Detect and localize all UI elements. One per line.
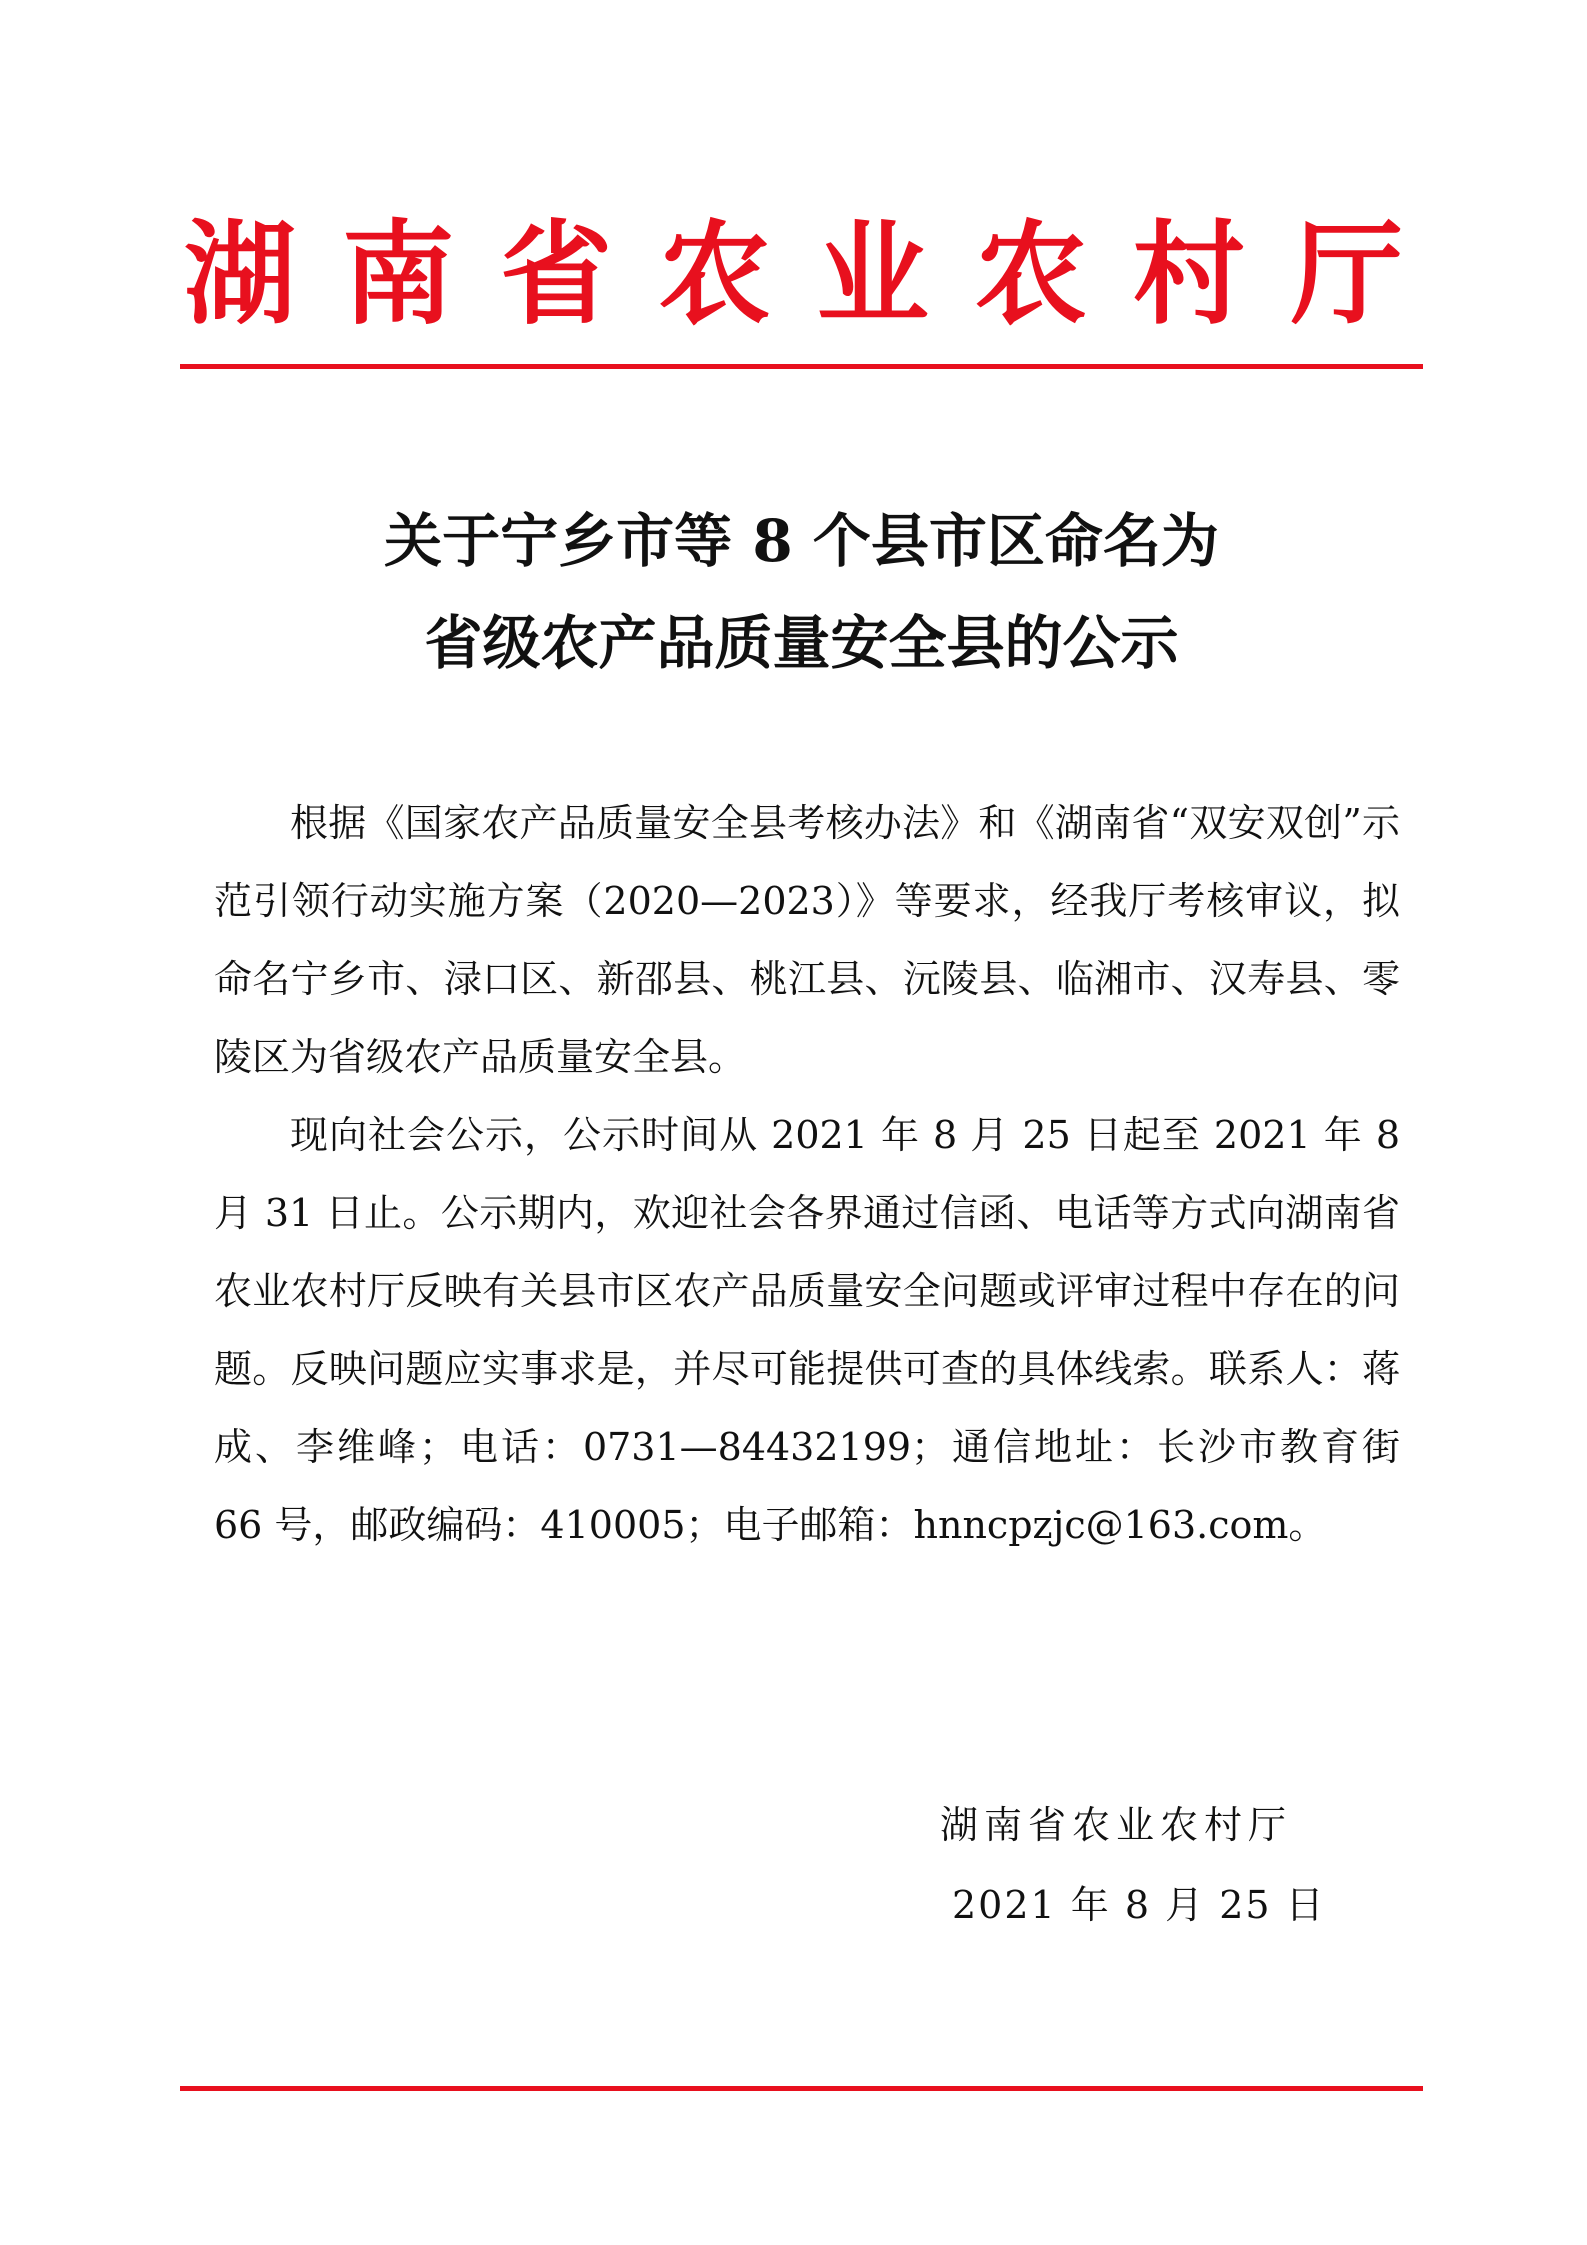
footer-red-rule: [180, 2086, 1423, 2091]
org-header-char: 湖: [184, 209, 296, 340]
org-header-char: 南: [342, 209, 455, 340]
document-title-line-1: 关于宁乡市等 8 个县市区命名为: [384, 507, 1219, 575]
header-red-rule: [180, 364, 1423, 369]
body-paragraph-1: 根据《国家农产品质量安全县考核办法》和《湖南省“双安双创”示范引领行动实施方案（2020—2023）》等要求，经我厅考核审议，拟命名宁乡市、渌口区、新邵县、桃江县、沅陵县、临湘市、汉寿县、零陵区为省级农产品质量安全县。: [214, 801, 1400, 1079]
org-header-char: 省: [500, 209, 613, 340]
org-header-char: 农: [974, 209, 1087, 340]
document-title-line-2: 省级农产品质量安全县的公示: [424, 609, 1179, 677]
document-body: [214, 784, 1400, 1564]
org-header-char: 村: [1132, 209, 1245, 340]
org-header-char: 农: [658, 209, 771, 340]
body-paragraph-2: 现向社会公示，公示时间从 2021 年 8 月 25 日起至 2021 年 8 月 31 日止。公示期内，欢迎社会各界通过信函、电话等方式向湖南省农业农村厅反映有关县市区农产品质量安全问题或评审过程中存在的问题。反映问题应实事求是，并尽可能提供可查的具体线索。联系人：蒋成、李维峰；电话：0731—84432199；通信地址：长沙市教育街 66 号，邮政编码：410005；电子邮箱：hnncpzjc@163.com。: [214, 1113, 1400, 1547]
org-header-char: 厅: [1290, 209, 1403, 340]
org-header: [180, 210, 1407, 340]
signature-org: 湖南省农业农村厅: [940, 1803, 1293, 1847]
org-header-char: 业: [816, 209, 929, 340]
signature-date: 2021 年 8 月 25 日: [952, 1883, 1326, 1927]
